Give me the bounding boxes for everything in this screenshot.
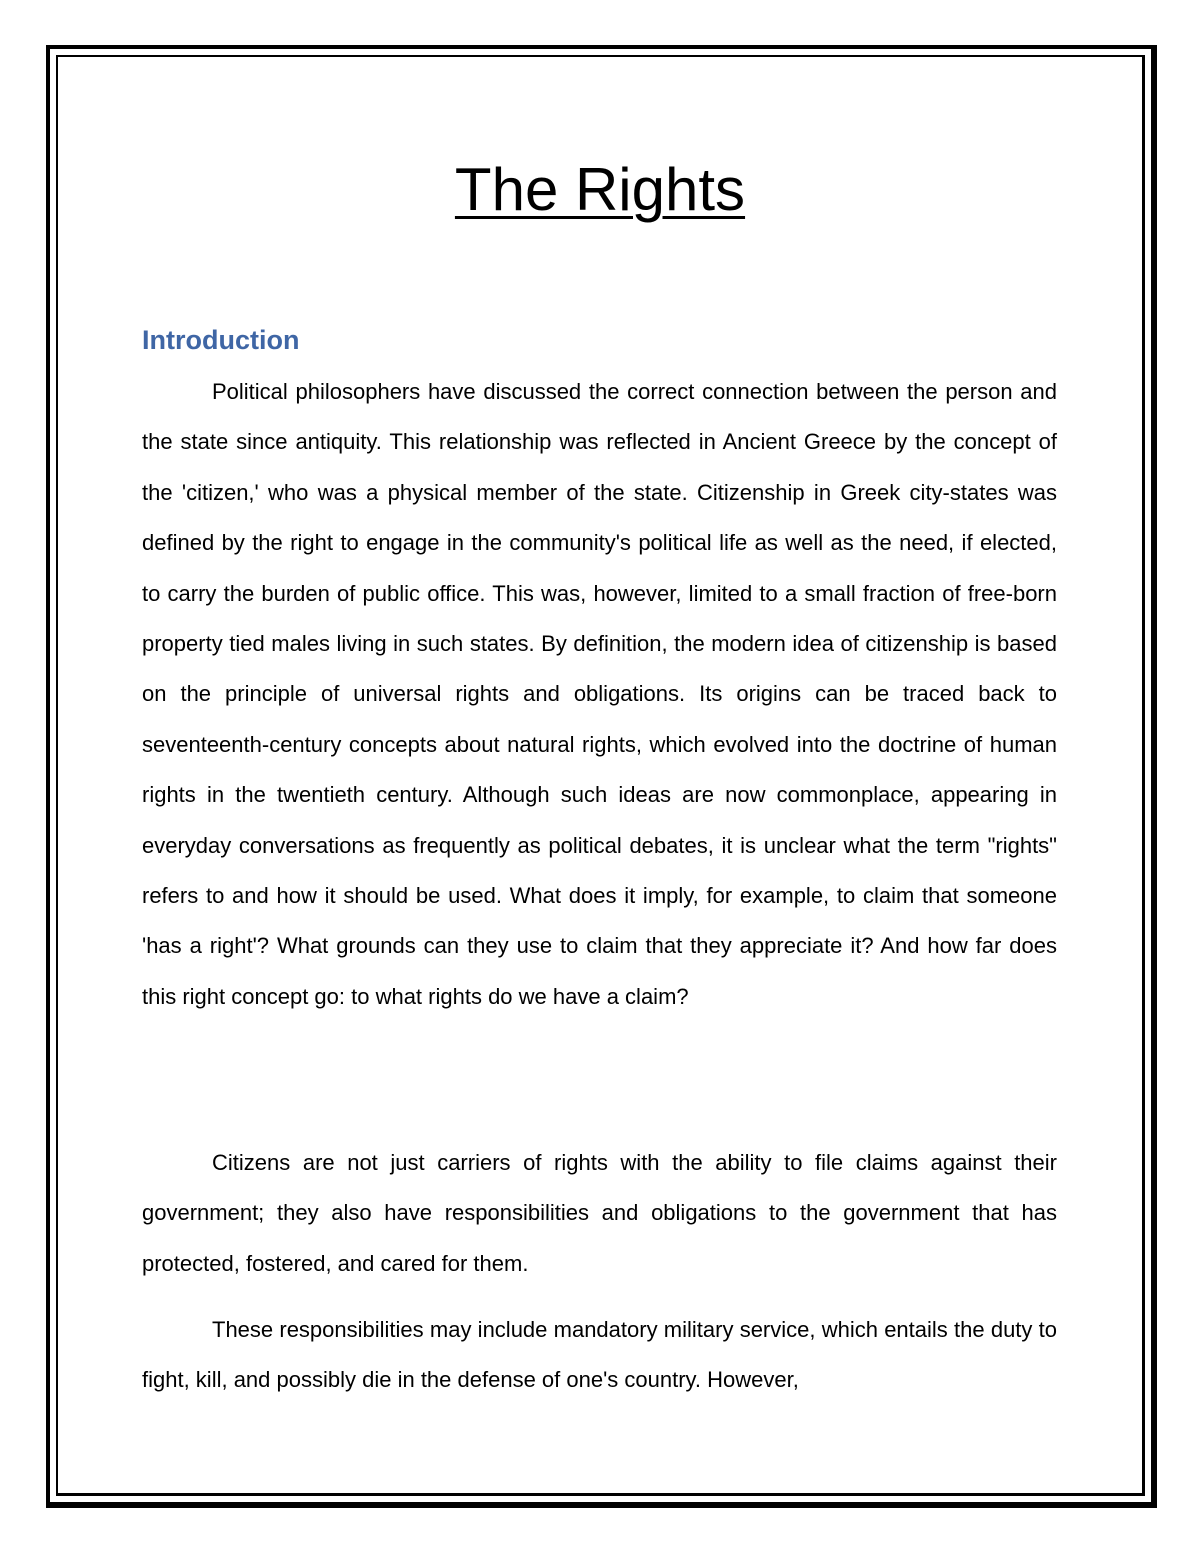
section-heading-introduction: Introduction bbox=[142, 325, 300, 355]
body-paragraph-2: Citizens are not just carriers of rights with the ability to file claims against their government; they also have responsibilities and obligations to the government that has protected, fostered, and cared for them. bbox=[142, 1150, 1057, 1276]
document-title: The Rights bbox=[454, 156, 746, 223]
body-paragraph-1: Political philosophers have discussed the correct connection between the person and the state since antiquity. This relationship was reflected in Ancient Greece by the concept of the 'citizen,' who was a physical member of the state. Citizenship in Greek city-states was defined by the right to engage in the community's political life as well as the need, if elected, to carry the burden of public office. This was, however, limited to a small fraction of free-born property tied males living in such states. By definition, the modern idea of citizenship is based on the principle of universal rights and obligations. Its origins can be traced back to seventeenth-century concepts about natural rights, which evolved into the doctrine of human rights in the twentieth century. Although such ideas are now commonplace, appearing in everyday conversations as frequently as political debates, it is unclear what the term "rights" refers to and how it should be used. What does it imply, for example, to claim that someone 'has a right'? What grounds can they use to claim that they appreciate it? And how far does this right concept go: to what rights do we have a claim? bbox=[142, 379, 1057, 1009]
body-paragraph-3: These responsibilities may include mandatory military service, which entails the duty to fight, kill, and possibly die in the defense of one's country. However, bbox=[142, 1317, 1057, 1393]
